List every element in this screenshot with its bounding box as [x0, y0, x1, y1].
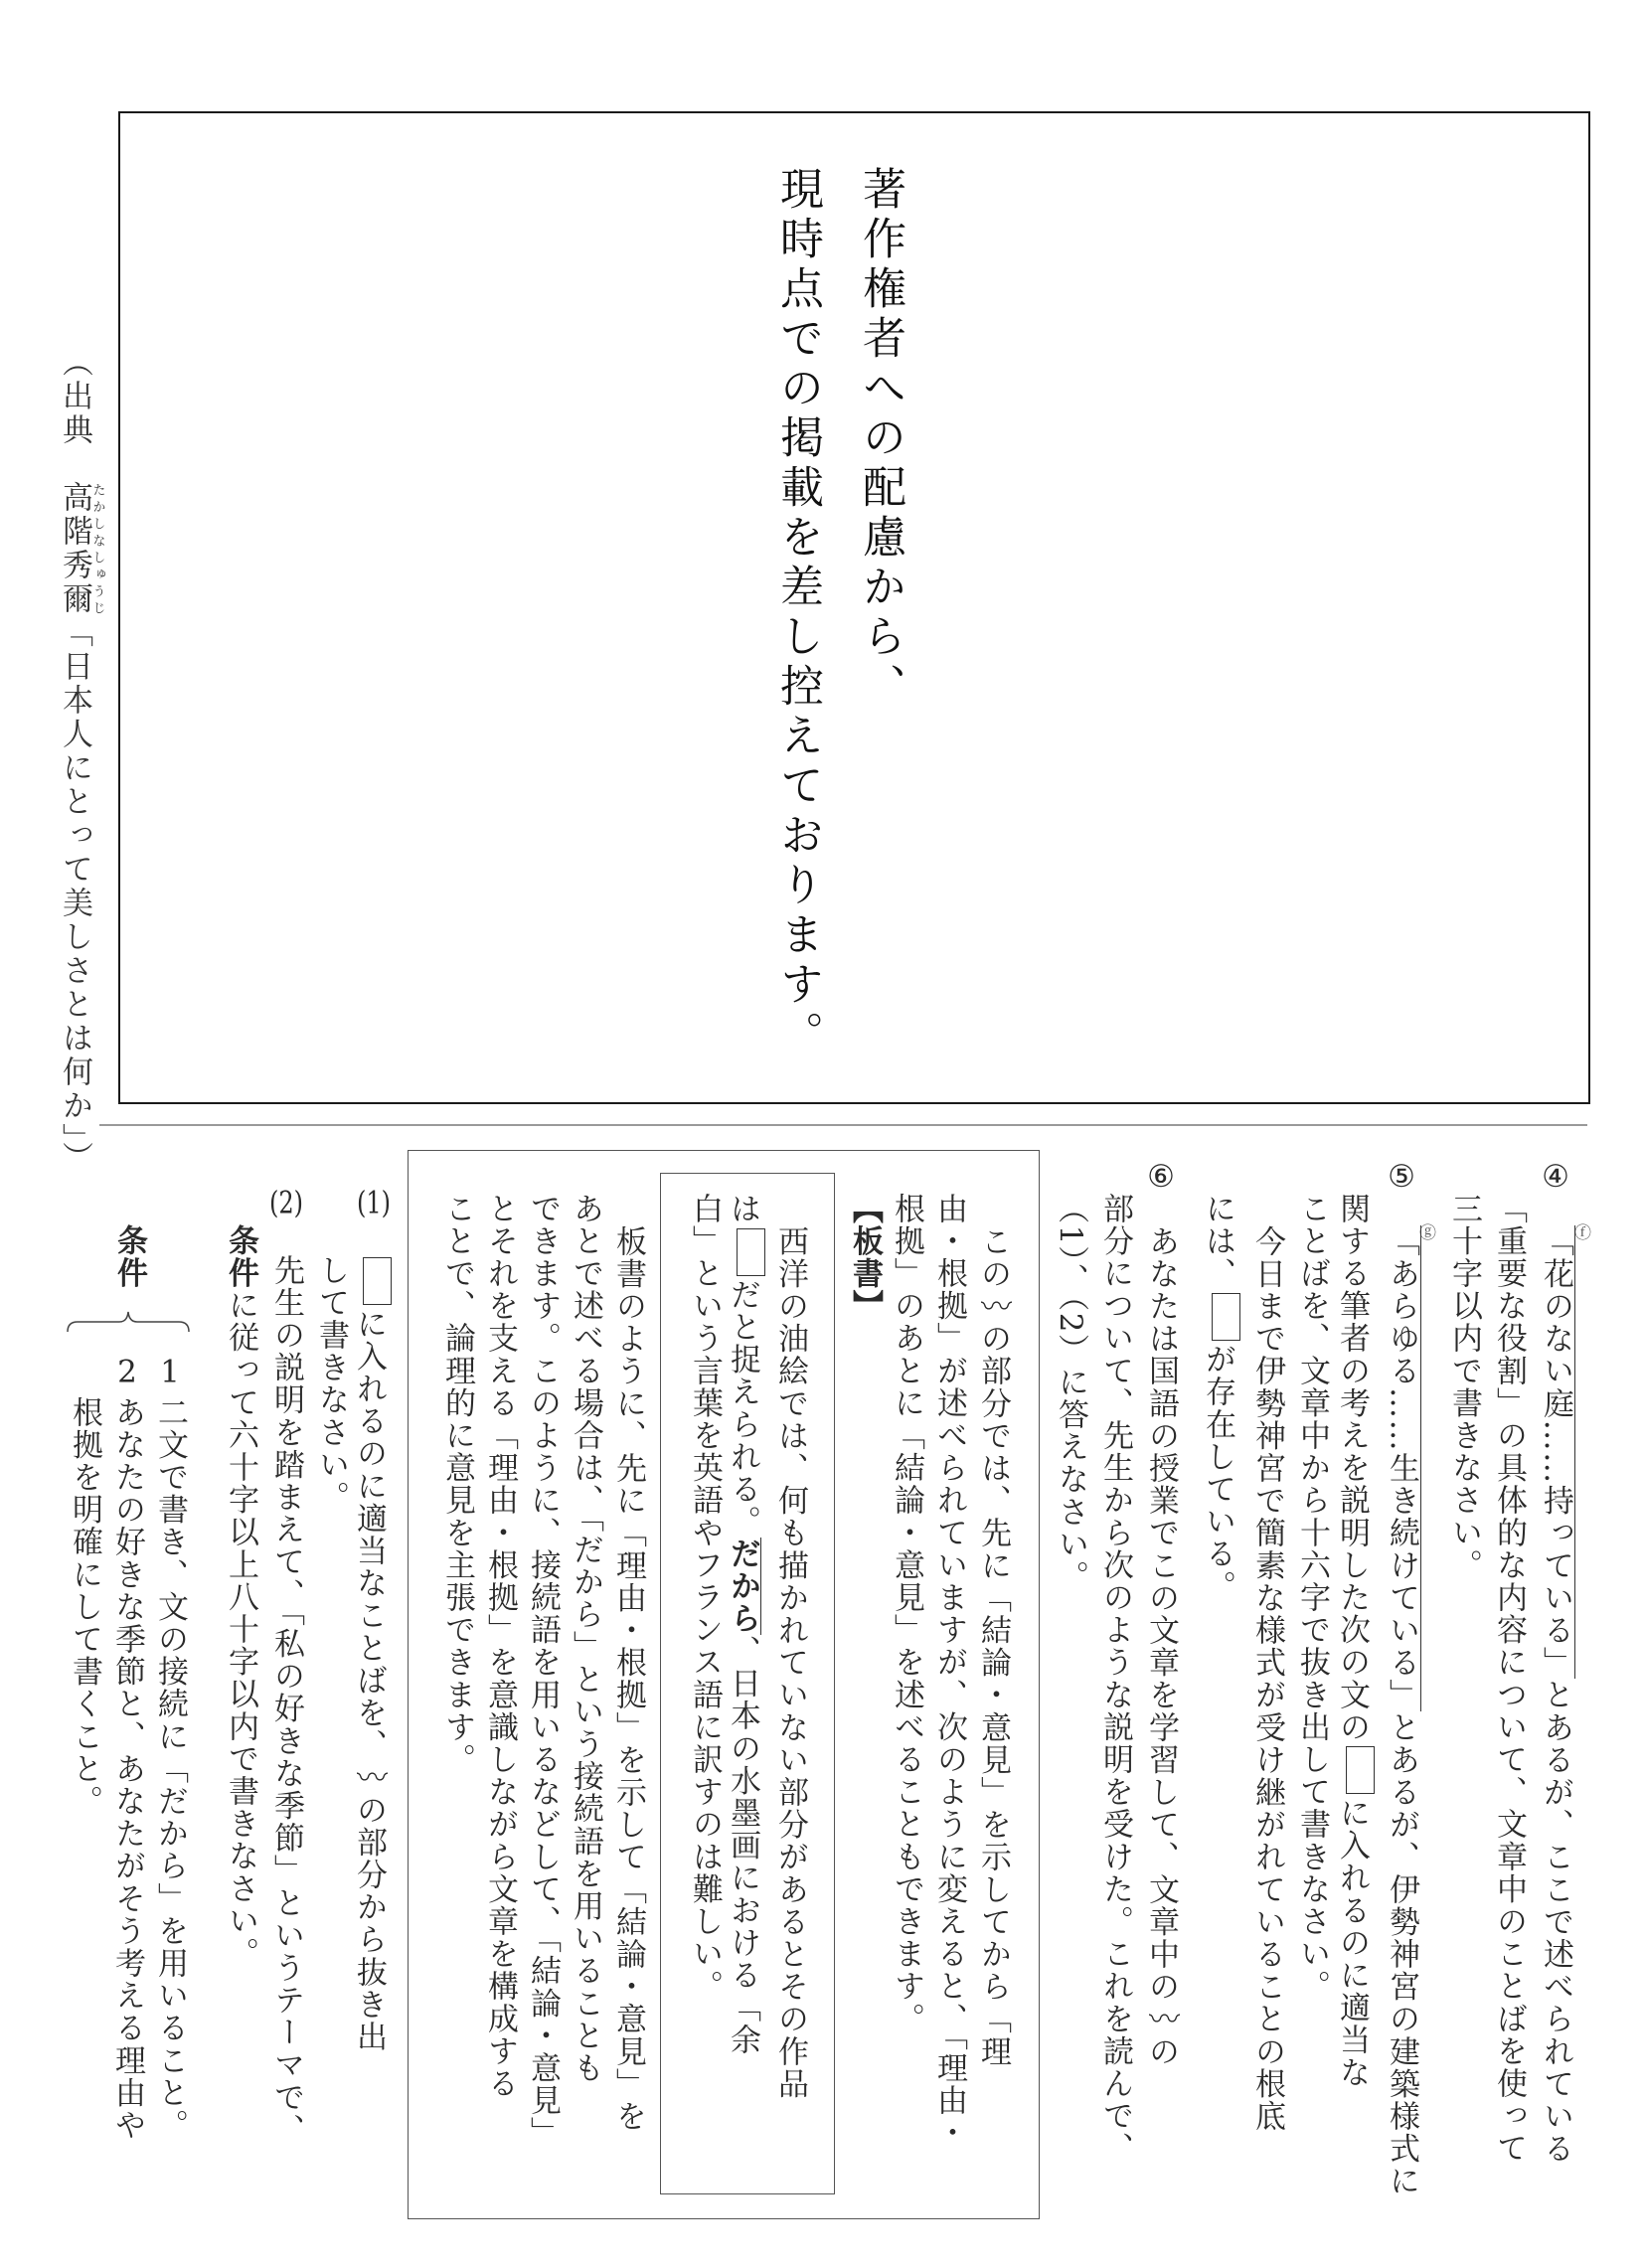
text-segment: 西洋の油絵では、何も描かれていない部分があるとその作品	[772, 1225, 808, 2101]
q4-line-1	[1538, 1225, 1573, 2165]
conditions-brace-icon	[64, 1306, 193, 1336]
text-segment: とあるが、ここで述べられている	[1538, 1679, 1573, 2166]
underlined-phrase: だから	[725, 1538, 760, 1636]
author-name	[57, 481, 105, 616]
text-segment: ④	[1538, 1159, 1573, 1197]
board-line-1	[772, 1225, 808, 2100]
q5-line-2	[1334, 1193, 1375, 2089]
text-segment: 条件	[111, 1224, 147, 1290]
text-segment: 白」という言葉を英語やフランス語に訳すのは難しい。	[687, 1193, 723, 2003]
text-segment: ことばを、文章中から十六字で抜き出して書きなさい。	[1294, 1193, 1330, 2003]
text-segment: とそれを支える「理由・根拠」を意識しながら文章を構成する	[482, 1193, 518, 2100]
text-segment: には、	[1200, 1193, 1235, 1290]
text-segment: できます。このように、接続語を用いるなどして、「結論・意見」	[525, 1193, 561, 2150]
text-segment: して書きなさい。	[313, 1254, 349, 1514]
sub1-number	[356, 1188, 392, 1218]
text-segment: 部分について、先生から次のような説明を受けた。これを読んで、	[1097, 1193, 1133, 2165]
text-segment: 根拠」のあとに「結論・意見」を述べることもできます。	[889, 1193, 924, 2035]
condition-2-text	[109, 1396, 145, 2142]
text-segment: あなたの好きな季節と、あなたがそう考える理由や	[109, 1396, 145, 2142]
q4-number	[1538, 1159, 1573, 1197]
text-segment: ⑥	[1143, 1159, 1179, 1197]
board-heading	[847, 1193, 883, 1322]
citation-title: 「日本人にとって美しさとは何か」）	[57, 616, 92, 1176]
text-segment: 今日まで伊勢神宮で簡素な様式が受け継がれていることの根底	[1249, 1225, 1285, 2133]
text-segment: あなたは国語の授業でこの文章を学習して、文章中の〰の	[1143, 1225, 1179, 2068]
q6-line-1	[1143, 1225, 1179, 2068]
underlined-phrase: 「あらゆる……生き続けている」	[1384, 1225, 1419, 1711]
sub1-line-2	[313, 1254, 349, 1514]
explanation-line-6	[525, 1193, 561, 2150]
q6-line-2	[1097, 1193, 1133, 2165]
q6-number	[1143, 1159, 1179, 1197]
answer-blank-box	[363, 1257, 392, 1305]
text-segment: 1	[160, 1357, 180, 1387]
text-segment: (2)	[268, 1188, 304, 1218]
text-segment: 条件	[223, 1224, 258, 1290]
condition-2-number	[109, 1357, 145, 1387]
text-segment: は	[725, 1193, 760, 1225]
explanation-line-4	[610, 1225, 646, 2133]
text-segment: 三十字以内で書きなさい。	[1446, 1193, 1482, 1582]
explanation-line-8	[439, 1193, 475, 1776]
condition-2-text-cont	[67, 1396, 102, 1818]
board-line-3	[687, 1193, 723, 2003]
condition-1-number	[152, 1357, 188, 1387]
text-segment: 「重要な役割」の具体的な内容について、文章中のことばを使って	[1491, 1193, 1527, 2165]
author-kanji: 高階秀爾	[57, 481, 92, 616]
text-segment: ことで、論理的に意見を主張できます。	[439, 1193, 475, 1776]
notice-line-1: 著作権者への配慮から、	[855, 166, 905, 713]
text-segment: (1)	[356, 1188, 392, 1218]
underlined-phrase: 「花のない庭……持っている」	[1538, 1225, 1573, 1680]
text-segment: （1）、（2）に答えなさい。	[1053, 1193, 1088, 1593]
text-segment: が存在している。	[1200, 1343, 1235, 1603]
marker-f: ⓕ	[1574, 1223, 1591, 1243]
text-segment: 根拠を明確にして書くこと。	[67, 1396, 102, 1818]
notice-line-2: 現時点での掲載を差し控えております。	[772, 166, 823, 1060]
explanation-line-7	[482, 1193, 518, 2100]
text-segment: に従って六十字以上八十字以内で書きなさい。	[223, 1289, 258, 1970]
explanation-line-5	[568, 1193, 603, 2084]
text-segment: とあるが、伊勢神宮の建築様式に	[1384, 1711, 1419, 2197]
conditions-label	[111, 1224, 147, 1289]
section-divider	[99, 1124, 1587, 1126]
text-segment: だと捉えられる。	[725, 1278, 760, 1539]
text-segment: 、日本の水墨画における「余	[725, 1635, 760, 2057]
q4-line-3	[1446, 1193, 1482, 1581]
q5-number	[1384, 1159, 1419, 1197]
text-segment: 板書のように、先に「理由・根拠」を示して「結論・意見」を	[610, 1225, 646, 2133]
text-segment: 関する筆者の考えを説明した次の文の	[1334, 1193, 1370, 1744]
explanation-line-2	[931, 1193, 967, 2150]
citation-open: （出典	[57, 346, 92, 481]
text-segment: 二文で書き、文の接続に「だから」を用いること。	[152, 1396, 188, 2142]
text-segment: 【板書】	[847, 1193, 883, 1323]
text-segment: ⑤	[1384, 1159, 1419, 1197]
author-ruby: たかしなしゅうじ	[89, 481, 105, 616]
text-segment: に入れるのに適当なことばを、〰の部分から抜き出	[351, 1308, 387, 2053]
answer-blank-box	[1346, 1746, 1375, 1794]
text-segment: 2	[117, 1357, 137, 1387]
condition-1-text	[152, 1396, 188, 2142]
q4-line-2	[1491, 1193, 1527, 2165]
board-line-2	[725, 1193, 765, 2057]
text-segment: 由・根拠」が述べられていますが、次のように変えると、「理由・	[931, 1193, 967, 2150]
q6-line-3	[1053, 1193, 1088, 1593]
text-segment: この〰の部分では、先に「結論・意見」を示してから「理	[975, 1225, 1011, 2068]
sub1-line-1	[351, 1254, 392, 2053]
answer-blank-box	[737, 1228, 765, 1276]
text-segment: あとで述べる場合は、「だから」という接続語を用いることも	[568, 1193, 603, 2085]
text-segment: に入れるのに適当な	[1334, 1797, 1370, 2089]
sub2-number	[268, 1188, 304, 1218]
sub2-line-1	[268, 1254, 304, 2146]
explanation-line-3	[889, 1193, 924, 2035]
marker-g: ⓖ	[1419, 1223, 1436, 1243]
source-citation	[57, 346, 105, 1176]
text-segment: 先生の説明を踏まえて、「私の好きな季節」というテーマで、	[268, 1254, 304, 2147]
q5-sentence-2	[1200, 1193, 1240, 1603]
q5-line-3	[1294, 1193, 1330, 2003]
sub2-line-2	[223, 1224, 258, 1970]
q5-sentence-1	[1249, 1225, 1285, 2133]
explanation-line-1	[975, 1225, 1011, 2068]
answer-blank-box	[1212, 1293, 1240, 1341]
q5-line-1	[1384, 1225, 1419, 2197]
